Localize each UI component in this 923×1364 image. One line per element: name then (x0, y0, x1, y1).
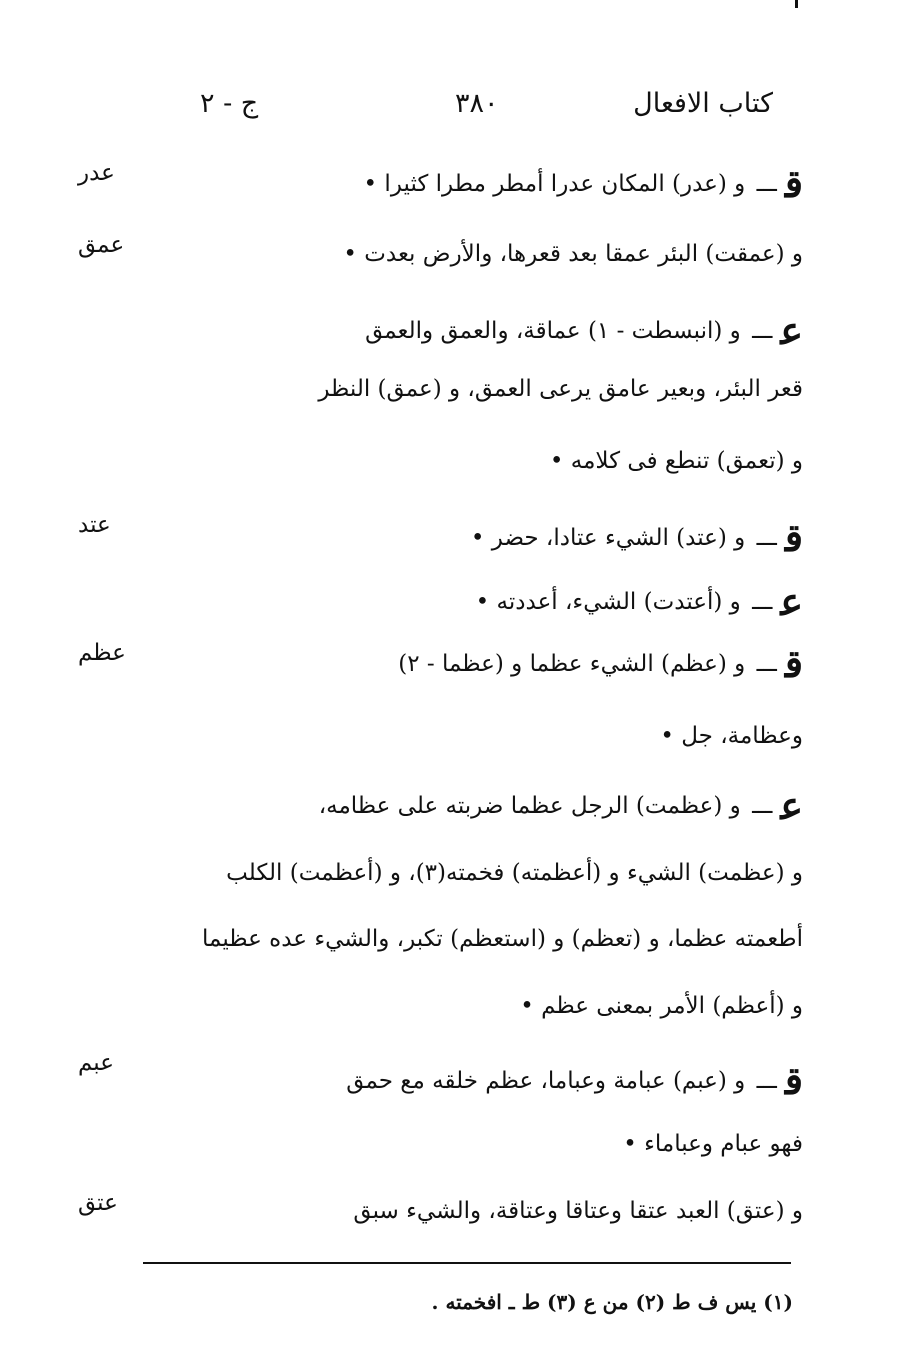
entry-line (398, 641, 803, 686)
margin-root-atq: عتق (78, 1190, 118, 1216)
section-marker: ق (784, 1058, 803, 1103)
margin-root-azm: عظم (78, 640, 126, 666)
entry-line (346, 1058, 803, 1103)
entry-line (363, 161, 803, 206)
margin-root-amq: عمق (78, 232, 125, 258)
line-text: و (انبسطت - ١) عماقة، والعمق والعمق (365, 318, 741, 344)
dash: ـــ (756, 1068, 777, 1094)
entry-line (520, 995, 803, 1018)
entry-line (202, 928, 803, 951)
page-number: ٣٨٠ (455, 88, 499, 119)
line-text: و (أعتدت) الشيء، أعددته • (475, 589, 741, 615)
margin-root-abm: عبم (78, 1050, 114, 1076)
footnote: (١) يس ف ط (٢) من ع (٣) ط ـ افخمته . (431, 1290, 793, 1314)
entry-line (318, 378, 803, 401)
dash: ـــ (752, 793, 773, 819)
line-text: و (عبم) عبامة وعباما، عظم خلقه مع حمق (346, 1068, 746, 1094)
entry-line (550, 450, 803, 473)
line-text: و (عدر) المكان عدرا أمطر مطرا كثيرا • (363, 171, 746, 197)
line-text: و (عظمت) الشيء و (أعظمته) فخمته(٣)، و (أعظمت) الكلب (226, 860, 803, 886)
section-marker: ع (780, 308, 803, 353)
line-text: وعظامة، جل • (660, 723, 803, 749)
line-text: و (عظم) الشيء عظما و (عظما - ٢) (398, 651, 746, 677)
entry-line (343, 243, 803, 266)
volume-number: ج - ٢ (200, 88, 259, 119)
line-text: و (عمقت) البئر عمقا بعد قعرها، والأرض بعدت • (343, 241, 803, 267)
line-text: أطعمته عظما، و (تعظم) و (استعظم) تكبر، والشيء عده عظيما (202, 926, 803, 952)
dash: ـــ (752, 318, 773, 344)
entry-line (226, 862, 803, 885)
section-marker: ق (784, 161, 803, 206)
line-text: و (تعمق) تنطع فى كلامه • (549, 448, 803, 474)
section-marker: ق (784, 641, 803, 686)
entry-line (475, 579, 803, 624)
dash: ـــ (756, 651, 777, 677)
dash: ـــ (756, 171, 777, 197)
dash: ـــ (756, 525, 777, 551)
line-text: فهو عبام وعباماء • (623, 1131, 803, 1157)
entry-line (318, 783, 803, 828)
entry-line (470, 515, 803, 560)
footnote-rule (143, 1262, 791, 1264)
margin-root-atd: عتد (78, 512, 111, 538)
margin-root-adr: عدر (78, 160, 115, 186)
entry-line (623, 1133, 803, 1156)
line-text: و (عتق) العبد عتقا وعتاقا وعتاقة، والشيء سبق (353, 1198, 803, 1224)
section-marker: ع (780, 783, 803, 828)
entry-line (353, 1200, 803, 1223)
scan-speck (795, 0, 798, 8)
entry-line (660, 725, 803, 748)
dash: ـــ (752, 589, 773, 615)
line-text: و (أعظم) الأمر بمعنى عظم • (520, 993, 803, 1019)
entry-line (365, 308, 803, 353)
section-marker: ق (784, 515, 803, 560)
section-marker: ع (780, 579, 803, 624)
line-text: قعر البئر، وبعير عامق يرعى العمق، و (عمق) النظر (318, 376, 803, 402)
line-text: و (عتد) الشيء عتادا، حضر • (470, 525, 746, 551)
running-title: كتاب الافعال (633, 88, 773, 119)
line-text: و (عظمت) الرجل عظما ضربته على عظامه، (318, 793, 741, 819)
